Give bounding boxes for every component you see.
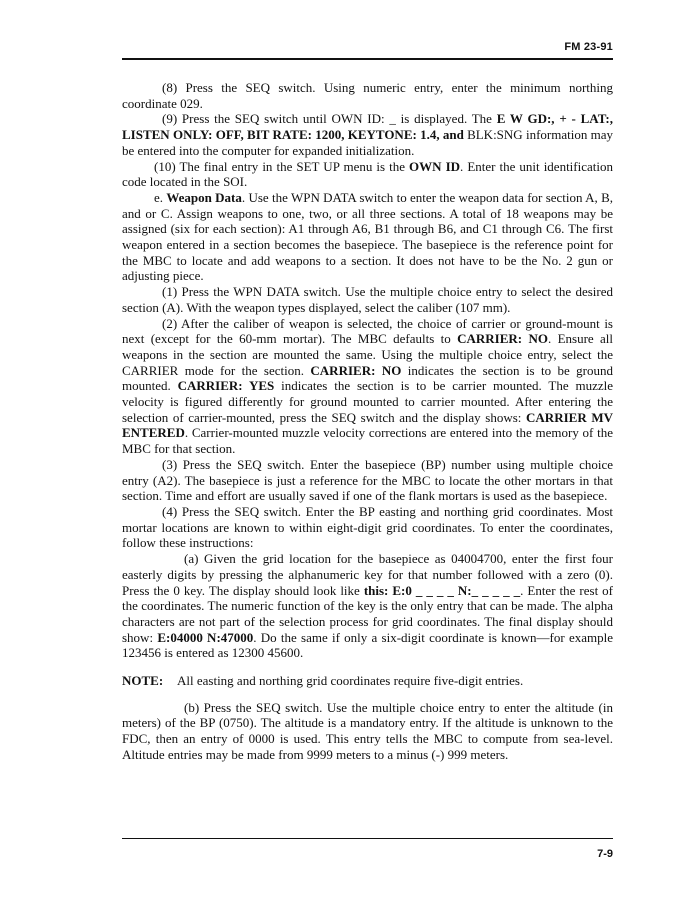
- paragraph-e2: [122, 316, 613, 457]
- pe2-bold-d: CARRIER: NO: [310, 362, 402, 378]
- paragraph-10: [122, 159, 613, 190]
- pa-text-a: (a) Given the grid location for the basepiece as 04004700, enter the first four easterly digits by pressing the alphanumeric key for that number followed with a zero (0). Press the 0 key. The display should look like: [122, 551, 613, 598]
- p9-bold: E W GD:, + - LAT:, LISTEN ONLY: OFF, BIT RATE: 1200, KEYTONE: 1.4, and: [122, 111, 613, 143]
- pe2-bold-f: CARRIER: YES: [177, 378, 275, 394]
- paragraph-8: (8) Press the SEQ switch. Using numeric entry, enter the minimum northing coordinate 029.: [122, 80, 613, 111]
- pe2-text-i: . Carrier-mounted muzzle velocity corrections are entered into the memory of the MBC for that section.: [122, 425, 613, 457]
- pe-heading: Weapon Data: [166, 189, 242, 205]
- p9-text-c: BLK:SNG information may be entered into the computer for expanded initialization.: [122, 127, 613, 158]
- page-footer: [122, 838, 613, 860]
- pa-text-e: . Do the same if only a six-digit coordinate is known—for example 123456 is entered as 12300 45600.: [122, 629, 613, 661]
- pe-text: . Use the WPN DATA switch to enter the weapon data for section A, B, and or C. Assign weapons to one, two, or all three sections. A total of 18 weapons may be assigned (six for each section): A1 through A6, B1 through B6, and C1 through C6. The first weapon entered in a section becomes the basepiece. The basepiece is the reference point for the MBC to locate and add weapons to a section. It does not have to be the No. 2 gun or adjusting piece.: [122, 189, 613, 284]
- paragraph-e3: (3) Press the SEQ switch. Enter the basepiece (BP) number using multiple choice entry (A2). The basepiece is just a reference for the MBC to locate the other mortars in that section. Time and effort are usually saved if one of the flank mortars is used as the basepiece.: [122, 456, 613, 504]
- paragraph-b: (b) Press the SEQ switch. Use the multiple choice entry to enter the altitude (in meters) of the BP (0750). The altitude is a mandatory entry. If the altitude is unknown to the FDC, then an entry of 0000 is used. This entry tells the MBC to compute from sea-level. Altitude entries may be made from 9999 meters to a minus (-) 999 meters.: [122, 699, 613, 762]
- pa-bold-d: E:04000 N:47000: [157, 629, 254, 645]
- paragraph-e4: (4) Press the SEQ switch. Enter the BP easting and northing grid coordinates. Most mortar locations are known to within eight-digit grid coordinates. To enter the coordinates, follow these instructions:: [122, 503, 613, 551]
- paragraph-e: [122, 190, 613, 284]
- manual-number: FM 23-91: [564, 41, 613, 53]
- p9-text-a: (9) Press the SEQ switch until OWN ID: _ is displayed. The: [162, 111, 497, 127]
- pe-label: e.: [154, 189, 167, 205]
- note: [122, 673, 613, 689]
- pe2-text-c: . Ensure all weapons in the section are mounted the same. Using the multiple choice entry, select the CARRIER mode for the section.: [122, 331, 614, 378]
- p10-text-a: (10) The final entry in the SET UP menu is the: [154, 158, 410, 174]
- note-label: NOTE:: [122, 673, 164, 689]
- pa-bold-b: this: E:0 _ _ _ _ N:_ _ _ _ _: [363, 582, 521, 598]
- paragraph-9: [122, 111, 613, 158]
- page-body: [122, 80, 613, 763]
- p10-bold: OWN ID: [409, 158, 461, 174]
- pa-text-c: . Enter the rest of the coordinates. The numeric function of the key is the only entry that can be made. The alpha characters are not part of the selection process for grid coordinates. The final display should show:: [122, 582, 614, 645]
- pe2-text-a: (2) After the caliber of weapon is selected, the choice of carrier or ground-mount is next (except for the 60-mm mortar). The MBC defaults to: [122, 315, 613, 347]
- pe2-bold-h: CARRIER MV ENTERED: [122, 409, 613, 441]
- paragraph-a: [122, 551, 613, 661]
- note-text: All easting and northing grid coordinates require five-digit entries.: [177, 673, 524, 689]
- pe2-text-g: indicates the section is to be carrier mounted. The muzzle velocity is figured differently for ground mounted to carrier mounted. After entering the selection of carrier-mounted, press the SEQ switch and the display shows:: [122, 378, 613, 425]
- pe2-bold-b: CARRIER: NO: [457, 331, 548, 347]
- p10-text-c: . Enter the unit identification code located in the SOI.: [122, 158, 614, 190]
- page-header: [122, 38, 613, 60]
- pe2-text-e: indicates the section is to be ground mounted.: [122, 362, 614, 394]
- page-number: 7-9: [597, 848, 613, 860]
- paragraph-e1: (1) Press the WPN DATA switch. Use the multiple choice entry to select the desired section (A). With the weapon types displayed, select the caliber (107 mm).: [122, 284, 613, 315]
